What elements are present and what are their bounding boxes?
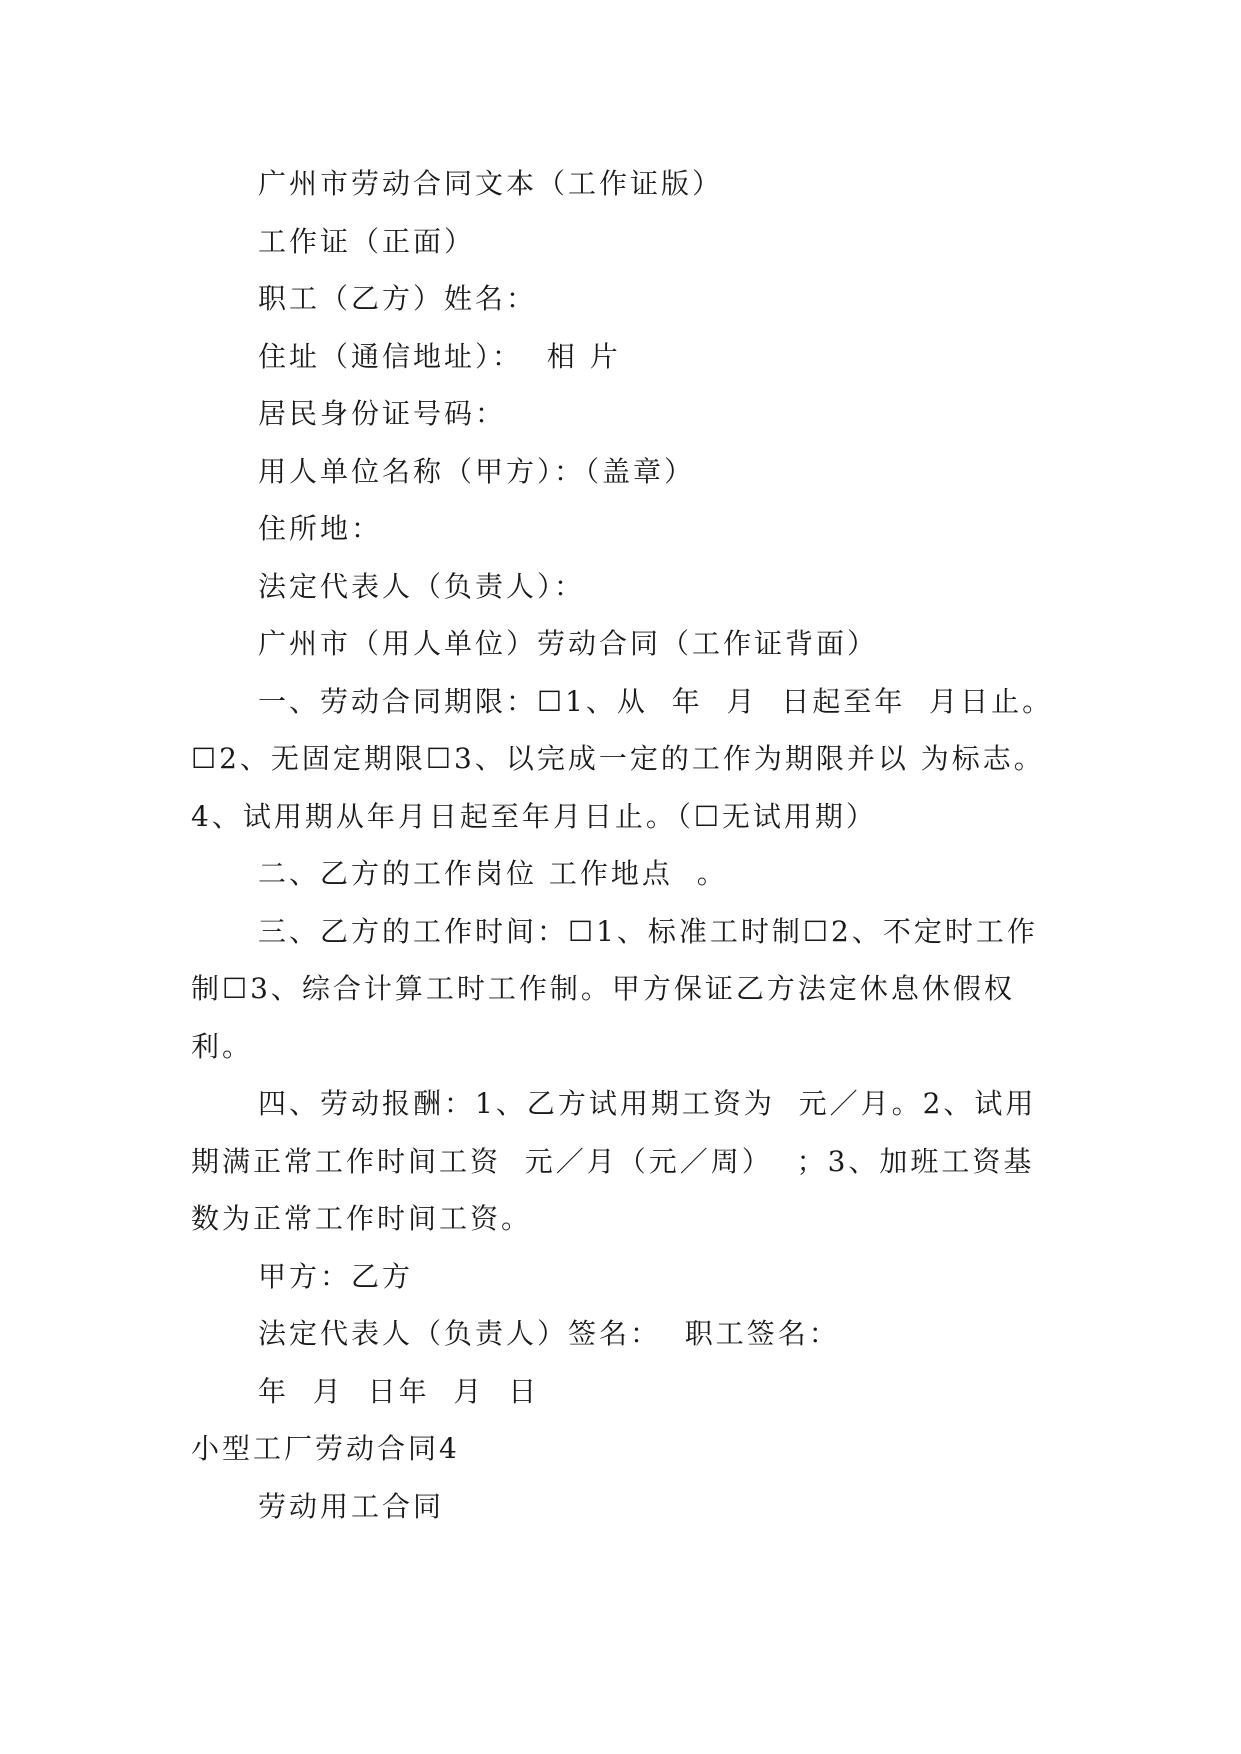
document-body xyxy=(191,155,1061,1535)
contract-title: 广州市劳动合同文本（工作证版） xyxy=(258,167,724,200)
address-photo-line: 住址（通信地址）： 相 片 xyxy=(258,339,621,373)
clause-contract-term: 一、劳动合同期限：☐1、从 年 月 日起至年 月日止。☐2、无固定期限☐3、以完成一定的工作为期限并以 为标志。4、试用期从年月日起至年月日止。（☐无试用期） xyxy=(191,684,1054,833)
clause-work-position: 二、乙方的工作岗位 工作地点 。 xyxy=(258,857,728,890)
id-number-line: 居民身份证号码： xyxy=(258,397,507,430)
clause-remuneration: 四、劳动报酬：1、乙方试用期工资为 元／月。2、试用 期满正常工作时间工资 元／月（元／周） ；3、加班工资基数为正常工作时间工资。 xyxy=(191,1087,1049,1235)
section-heading: 小型工厂劳动合同4 xyxy=(191,1432,460,1465)
domicile-line: 住所地： xyxy=(258,512,383,545)
date-line: 年 月 日年 月 日 xyxy=(258,1374,540,1408)
signature-line: 法定代表人（负责人）签名： 职工签名： xyxy=(258,1317,840,1350)
work-card-front-heading: 工作证（正面） xyxy=(258,224,476,258)
work-card-back-heading: 广州市（用人单位）劳动合同（工作证背面） xyxy=(258,627,879,660)
subsection-title: 劳动用工合同 xyxy=(258,1489,445,1523)
parties-line: 甲方：乙方 xyxy=(258,1259,414,1293)
employee-name-line: 职工（乙方）姓名： xyxy=(258,282,538,315)
clause-work-hours: 三、乙方的工作时间：☐1、标准工时制☐2、不定时工作制☐3、综合计算工时工作制。甲方保证乙方法定休息休假权利。 xyxy=(191,914,1038,1063)
employer-name-line: 用人单位名称（甲方）：（盖章） xyxy=(258,454,696,488)
legal-rep-line: 法定代表人（负责人）： xyxy=(258,569,586,603)
